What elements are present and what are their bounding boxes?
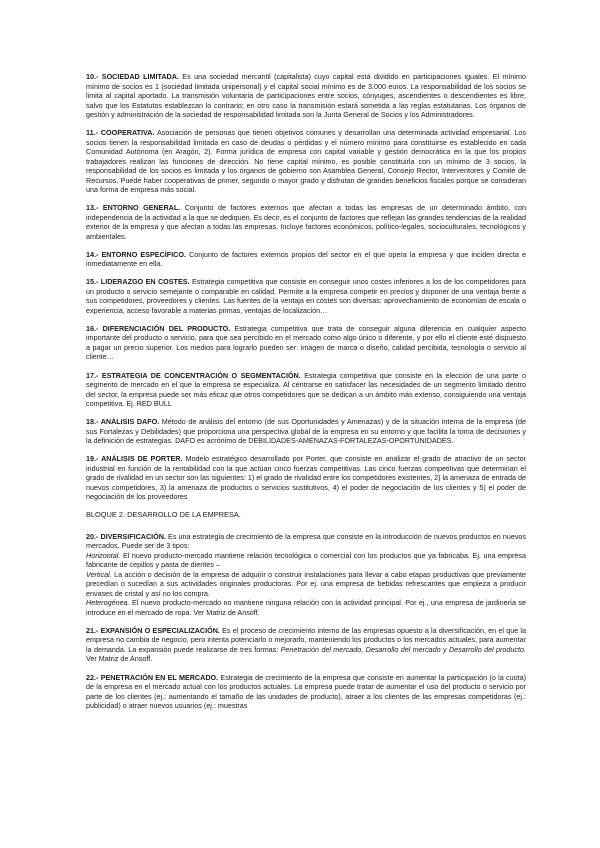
entry-text: Es una sociedad mercantil (capitalista) cuyo capital está dividido en participaciones iguales. El mínimo mínimo de socios es 1 (sociedad limitada unipersonal) y el capital social mínimo es de 3.000 euros. La responsabilidad de los socios se limita al capital aportado. La transmisión voluntaria de participaciones entre socios, cónyuges, ascendientes o descendientes es libre, salvo que los Estatutos establezcan lo contrario; en otro caso la transmisión estará sometida a las reglas estatutarias. Los órganos de gestión y administración de la sociedad de responsabilidad limitada son la Junta General de Socios y los Administradores. bbox=[86, 72, 526, 119]
entry-penetracion bbox=[86, 673, 526, 711]
entry-text: Estrategia de crecimiento de la empresa que consiste en aumentar la participación (o la cuota) de la empresa en el mercado actual con los productos actuales. La empresa puede tratar de aumentar el uso del producto o servicio por parte de los clientes (ej.: aumentando el tamaño de las unidades de producto), atraer a los clientes de las empresas competidoras (ej.: publicidad) o atraer nuevos usuarios (ej.: muestras bbox=[86, 672, 527, 711]
entry-text: Conjunto de factores externos que afectan a todas las empresas de un determinado ámbito, con independencia de la actividad a la que se dediquen. Es decir, es el conjunto de factores que reflejan las grandes tendencias de la realidad exterior de la empresa y que afectan a todas las empresas. Incluye factores económicos, político-legales, socioculturales, tecnológicos y ambientales. bbox=[86, 203, 527, 241]
type-label: Horizontal. bbox=[86, 550, 121, 560]
entry-expansion bbox=[86, 626, 526, 664]
entry-title: 14.- ENTORNO ESPECÍFICO. bbox=[86, 249, 186, 259]
entry-title: 20.- DIVERSIFICACIÓN. bbox=[86, 531, 166, 541]
entry-text: Método de análisis del entorno (de sus Oportunidades y Amenazas) y de la situación interna de la empresa (de sus Fortalezas y Debilidades) que proporciona una perspectiva global de la empresa en su entorno y que facilita la toma de decisiones y la definición de estrategias. DAFO es acrónimo de DEBILIDADES-AMENAZAS-FORTALEZAS-OPORTUNIDADES. bbox=[86, 417, 527, 446]
entry-title: 11.- COOPERATIVA. bbox=[86, 128, 155, 138]
type-label: Vertical. bbox=[86, 569, 112, 579]
entry-text: Estrategia competitiva que consiste en la elección de una parte o segmento de mercado en el que la empresa se especializa. Al centrarse en satisfacer las necesidades de un segmento limitado dentro del sector, la empresa puede ser más eficaz que otros competidores que se dedican a un ámbito más extenso, consiguiendo una ventaja competitiva. Ej. RED BULL bbox=[86, 370, 526, 409]
entry-cooperativa bbox=[86, 128, 526, 195]
expansion-forms: Penetración del mercado, Desarrollo del mercado y Desarrollo del producto. bbox=[280, 644, 526, 654]
entry-text: Asociación de personas que tienen objetivos comunes y desarrollan una determinada actividad empresarial. Los socios tienen la responsabilidad limitada en caso de deudas o pérdidas y el número mínimo para constituirse es establecido en cada Comunidad Autónoma (en Aragón, 2). Forma jurídica de empresa con capital variable y gestión democrática en la que los propios trabajadores realizan las funciones de dirección. No tiene capital mínimo, es posible constituirla con un mínimo de 3 socios, la responsabilidad de los socios es limitada y los órganos de gobierno son Asamblea General, Consejo Rector, Interventores y Comité de Recursos. Puede haber cooperativas de primer, segundo o mayor grado y disfrutan de grandes beneficios fiscales porque se consideran una forma de empresa más social. bbox=[86, 128, 526, 195]
document-body bbox=[86, 72, 526, 719]
entry-liderazgo-costes bbox=[86, 277, 526, 315]
entry-title: 13.- ENTORNO GENERAL. bbox=[86, 203, 181, 213]
entry-analisis-porter bbox=[86, 454, 526, 502]
entry-text: Conjunto de factores externos propios del sector en el que opera la empresa y que inciden directa e inmediatamente en ella. bbox=[86, 249, 527, 269]
entry-text: Estrategia competitiva que consiste en conseguir unos costes inferiores a los de los competidores para un producto o servicio semejante o comparable en calidad. Permite a la empresa competir en precios y disponer de una ventaja frente a sus competidores, proveedores y clientes. Las fuentes de la ventaja en costes son diversas: aprovechamiento de economías de escala o experiencia, acceso favorable a materias primas, ventajas de localización… bbox=[86, 277, 526, 315]
entry-title: 19.- ANÁLISIS DE PORTER. bbox=[86, 454, 183, 464]
type-label: Heterogénea. bbox=[86, 598, 130, 608]
entry-entorno-general bbox=[86, 203, 526, 241]
entry-text: Modelo estratégico desarrollado por Porter, que consiste en analizar el grado de atractivo de un sector industrial en función de la rentabilidad con la que actúan cinco fuerzas competitivas. Las cinco fuerzas competitivas que determinan el grado de rivalidad en un sector son las siguientes: 1) el grado de rivalidad entre los competidores existentes, 2) la amenaza de entrada de nuevos competidores, 3) la amenaza de productos o servicios sustitutivos, 4) el poder de negociación de los clientes y 5) el poder de negociación de los proveedores bbox=[86, 454, 526, 502]
section-heading: BLOQUE 2. DESARROLLO DE LA EMPRESA. bbox=[86, 510, 241, 520]
entry-title: 10.- SOCIEDAD LIMITADA. bbox=[86, 72, 179, 81]
entry-diversificacion bbox=[86, 532, 526, 618]
entry-title: 16.- DIFERENCIACIÓN DEL PRODUCTO. bbox=[86, 323, 231, 333]
entry-text: Estrategia competitiva que trata de conseguir alguna diferencia en cualquier aspecto importante del producto o servicio, para que sea percibido en el mercado como algo único o diferente, y por ello el cliente esté dispuesto a pagar un precio superior. Los medios para lograrlo pueden ser: imagen de marca o diseño, calidad percibida, tecnología o servicio al cliente… bbox=[86, 323, 527, 362]
entry-text-tail: Ver Matriz de Ansoff. bbox=[86, 654, 153, 664]
entry-entorno-especifico bbox=[86, 250, 526, 269]
entry-analisis-dafo bbox=[86, 417, 526, 446]
entry-text: Es el proceso de crecimiento interno de las empresas opuesto a la diversificación, en el que la empresa no cambia de negocio, pero intenta potenciarlo o mejorarlo, manteniendo los productos o los mercados actuales, para aumentar la demanda. La expansión puede realizarse de tres formas: bbox=[86, 625, 526, 654]
entry-concentracion bbox=[86, 371, 526, 409]
entry-title: 15.- LIDERAZGO EN COSTES. bbox=[86, 277, 190, 287]
entry-sociedad-limitada bbox=[86, 72, 526, 120]
type-text: El nuevo producto-mercado no mantiene ninguna relación con la actividad principal. Por ej., una empresa de jardinería se introduce en el mercado de ropa. Ver Matriz de Ansoff. bbox=[86, 598, 526, 617]
entry-title: 22.- PENETRACIÓN EN EL MERCADO. bbox=[86, 672, 219, 682]
entry-text: Es una estrategia de crecimiento de la empresa que consiste en la introducción de nuevos productos en nuevos mercados. Puede ser de 3 tipos: bbox=[86, 531, 527, 551]
entry-title: 18.- ANÁLISIS DAFO. bbox=[86, 417, 160, 427]
entry-title: 17.- ESTRATEGIA DE CONCENTRACIÓN O SEGMENTACIÓN. bbox=[86, 370, 301, 380]
entry-diferenciacion bbox=[86, 324, 526, 362]
entry-title: 21.- EXPANSIÓN O ESPECIALIZACIÓN. bbox=[86, 625, 220, 635]
type-text: La acción o decisión de la empresa de adquirir o construir instalaciones para llevar a cabo etapas productivas que previamente precedían o sucedían a sus actividades originales productoras. Por ej. una empresa de bebidas refrescantes que empieza a producir envases de cristal y así no los compra. bbox=[86, 569, 527, 598]
type-text: El nuevo producto-mercado mantiene relación tecnológica o comercial con los productos que ya fabricaba. Ej. una empresa fabricante de cepillos y pasta de dientes – bbox=[86, 550, 527, 570]
